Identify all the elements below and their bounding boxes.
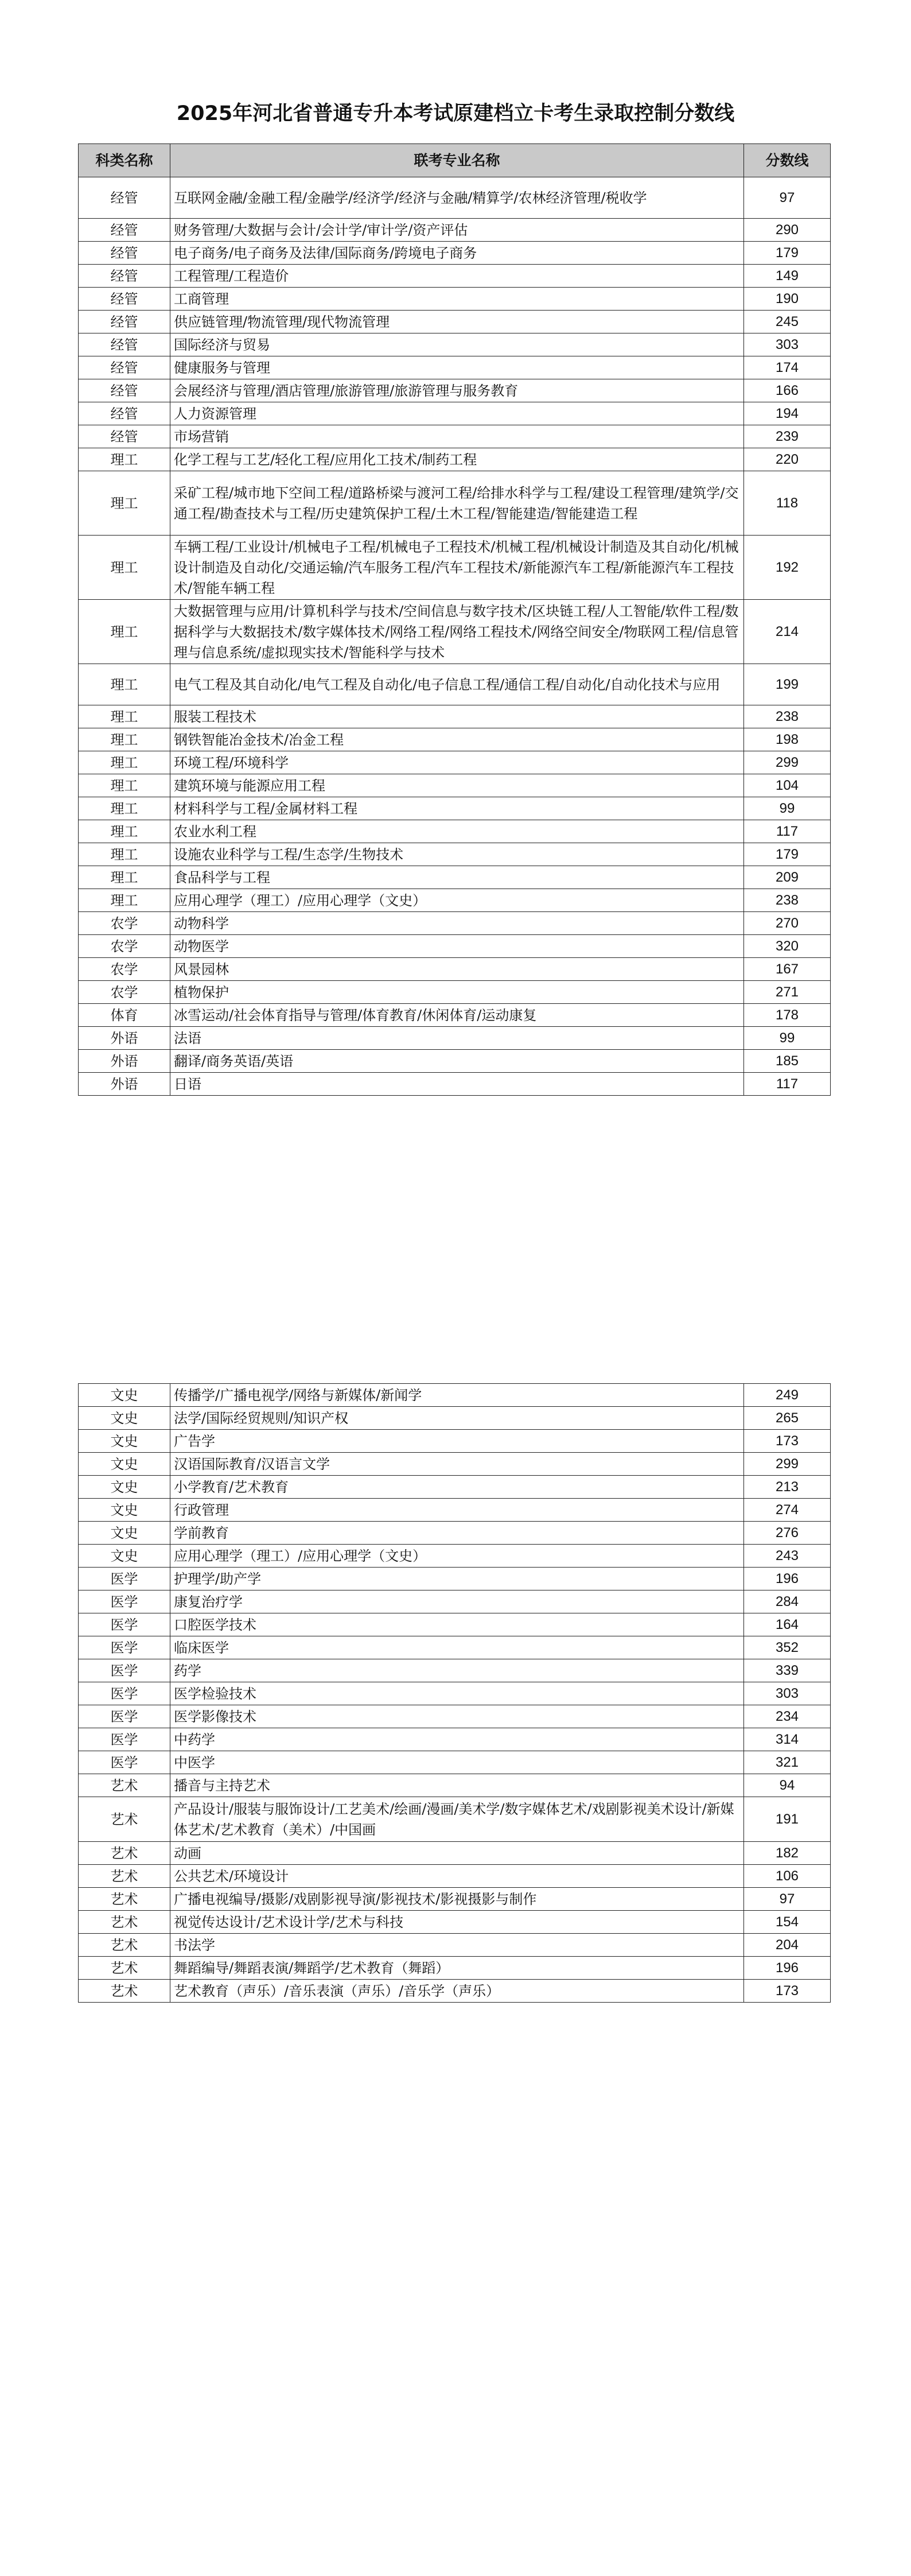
score-cell: 220 — [744, 448, 831, 471]
major-cell: 传播学/广播电视学/网络与新媒体/新闻学 — [170, 1384, 744, 1407]
table-row — [79, 751, 831, 774]
major-cell: 植物保护 — [170, 981, 744, 1004]
table-row — [79, 981, 831, 1004]
score-cell: 182 — [744, 1842, 831, 1865]
score-cell: 173 — [744, 1430, 831, 1453]
category-cell: 理工 — [79, 536, 170, 600]
category-cell: 艺术 — [79, 1842, 170, 1865]
score-cell: 118 — [744, 471, 831, 536]
header-category: 科类名称 — [79, 144, 170, 177]
major-cell: 舞蹈编导/舞蹈表演/舞蹈学/艺术教育（舞蹈） — [170, 1957, 744, 1980]
major-cell: 人力资源管理 — [170, 402, 744, 425]
major-cell: 汉语国际教育/汉语言文学 — [170, 1453, 744, 1476]
table-row — [79, 843, 831, 866]
table-row — [79, 1728, 831, 1751]
table-row — [79, 1384, 831, 1407]
score-cell: 321 — [744, 1751, 831, 1774]
score-cell: 106 — [744, 1865, 831, 1888]
score-cell: 299 — [744, 1453, 831, 1476]
table-body-2 — [79, 1384, 831, 2003]
score-cell: 97 — [744, 177, 831, 219]
header-major: 联考专业名称 — [170, 144, 744, 177]
major-cell: 设施农业科学与工程/生态学/生物技术 — [170, 843, 744, 866]
category-cell: 经管 — [79, 379, 170, 402]
major-cell: 风景园林 — [170, 958, 744, 981]
score-cell: 249 — [744, 1384, 831, 1407]
major-cell: 动画 — [170, 1842, 744, 1865]
score-cell: 194 — [744, 402, 831, 425]
major-cell: 财务管理/大数据与会计/会计学/审计学/资产评估 — [170, 219, 744, 242]
table-body-1 — [79, 177, 831, 1096]
category-cell: 经管 — [79, 356, 170, 379]
score-cell: 174 — [744, 356, 831, 379]
table-row — [79, 1430, 831, 1453]
table-row — [79, 1957, 831, 1980]
score-cell: 97 — [744, 1888, 831, 1911]
category-cell: 医学 — [79, 1728, 170, 1751]
major-cell: 材料科学与工程/金属材料工程 — [170, 797, 744, 820]
table-row — [79, 1888, 831, 1911]
category-cell: 理工 — [79, 751, 170, 774]
score-cell: 243 — [744, 1545, 831, 1568]
score-cell: 117 — [744, 820, 831, 843]
score-cell: 245 — [744, 311, 831, 333]
major-cell: 医学影像技术 — [170, 1705, 744, 1728]
category-cell: 艺术 — [79, 1934, 170, 1957]
major-cell: 翻译/商务英语/英语 — [170, 1050, 744, 1073]
category-cell: 经管 — [79, 333, 170, 356]
major-cell: 电子商务/电子商务及法律/国际商务/跨境电子商务 — [170, 242, 744, 265]
category-cell: 医学 — [79, 1636, 170, 1659]
score-cell: 303 — [744, 1682, 831, 1705]
score-cell: 238 — [744, 705, 831, 728]
category-cell: 理工 — [79, 843, 170, 866]
major-cell: 播音与主持艺术 — [170, 1774, 744, 1797]
table-row — [79, 866, 831, 889]
score-cell: 104 — [744, 774, 831, 797]
score-cell: 164 — [744, 1613, 831, 1636]
category-cell: 经管 — [79, 402, 170, 425]
category-cell: 艺术 — [79, 1957, 170, 1980]
score-table-2 — [78, 1383, 831, 2003]
major-cell: 工程管理/工程造价 — [170, 265, 744, 288]
category-cell: 医学 — [79, 1682, 170, 1705]
category-cell: 经管 — [79, 242, 170, 265]
major-cell: 艺术教育（声乐）/音乐表演（声乐）/音乐学（声乐） — [170, 1980, 744, 2003]
major-cell: 中药学 — [170, 1728, 744, 1751]
major-cell: 药学 — [170, 1659, 744, 1682]
score-cell: 234 — [744, 1705, 831, 1728]
table-row — [79, 1934, 831, 1957]
category-cell: 医学 — [79, 1659, 170, 1682]
table-row — [79, 1407, 831, 1430]
category-cell: 文史 — [79, 1384, 170, 1407]
score-cell: 198 — [744, 728, 831, 751]
score-cell: 270 — [744, 912, 831, 935]
table-row — [79, 1636, 831, 1659]
table-row — [79, 1705, 831, 1728]
major-cell: 法学/国际经贸规则/知识产权 — [170, 1407, 744, 1430]
table-row — [79, 912, 831, 935]
table-row — [79, 1980, 831, 2003]
category-cell: 外语 — [79, 1050, 170, 1073]
major-cell: 农业水利工程 — [170, 820, 744, 843]
score-cell: 185 — [744, 1050, 831, 1073]
score-cell: 154 — [744, 1911, 831, 1934]
table-row — [79, 1865, 831, 1888]
category-cell: 理工 — [79, 600, 170, 664]
category-cell: 农学 — [79, 912, 170, 935]
score-table-1 — [78, 143, 831, 1096]
table-row — [79, 935, 831, 958]
score-cell: 94 — [744, 1774, 831, 1797]
major-cell: 护理学/助产学 — [170, 1568, 744, 1590]
major-cell: 产品设计/服装与服饰设计/工艺美术/绘画/漫画/美术学/数字媒体艺术/戏剧影视美术设计/新媒体艺术/艺术教育（美术）/中国画 — [170, 1797, 744, 1842]
major-cell: 环境工程/环境科学 — [170, 751, 744, 774]
table-row — [79, 600, 831, 664]
table-row — [79, 311, 831, 333]
table-row — [79, 728, 831, 751]
score-cell: 99 — [744, 1027, 831, 1050]
score-cell: 209 — [744, 866, 831, 889]
major-cell: 健康服务与管理 — [170, 356, 744, 379]
category-cell: 理工 — [79, 728, 170, 751]
table-row — [79, 242, 831, 265]
category-cell: 医学 — [79, 1568, 170, 1590]
category-cell: 外语 — [79, 1073, 170, 1096]
score-cell: 196 — [744, 1568, 831, 1590]
score-cell: 271 — [744, 981, 831, 1004]
category-cell: 农学 — [79, 958, 170, 981]
score-cell: 199 — [744, 664, 831, 705]
table-row — [79, 664, 831, 705]
table-row — [79, 1590, 831, 1613]
major-cell: 市场营销 — [170, 425, 744, 448]
major-cell: 书法学 — [170, 1934, 744, 1957]
category-cell: 理工 — [79, 820, 170, 843]
score-cell: 339 — [744, 1659, 831, 1682]
table-row — [79, 177, 831, 219]
major-cell: 视觉传达设计/艺术设计学/艺术与科技 — [170, 1911, 744, 1934]
table-row — [79, 1050, 831, 1073]
major-cell: 化学工程与工艺/轻化工程/应用化工技术/制药工程 — [170, 448, 744, 471]
major-cell: 医学检验技术 — [170, 1682, 744, 1705]
major-cell: 日语 — [170, 1073, 744, 1096]
category-cell: 外语 — [79, 1027, 170, 1050]
score-cell: 352 — [744, 1636, 831, 1659]
major-cell: 康复治疗学 — [170, 1590, 744, 1613]
category-cell: 经管 — [79, 265, 170, 288]
category-cell: 文史 — [79, 1522, 170, 1545]
table-row — [79, 774, 831, 797]
category-cell: 文史 — [79, 1407, 170, 1430]
major-cell: 大数据管理与应用/计算机科学与技术/空间信息与数字技术/区块链工程/人工智能/软件工程/数据科学与大数据技术/数字媒体技术/网络工程/网络工程技术/网络空间安全/物联网工程/信息管理与信息系统/虚拟现实技术/智能科学与技术 — [170, 600, 744, 664]
category-cell: 经管 — [79, 177, 170, 219]
category-cell: 经管 — [79, 425, 170, 448]
major-cell: 临床医学 — [170, 1636, 744, 1659]
table-row — [79, 402, 831, 425]
score-cell: 178 — [744, 1004, 831, 1027]
category-cell: 文史 — [79, 1499, 170, 1522]
category-cell: 经管 — [79, 219, 170, 242]
score-cell: 238 — [744, 889, 831, 912]
major-cell: 学前教育 — [170, 1522, 744, 1545]
score-cell: 179 — [744, 843, 831, 866]
category-cell: 体育 — [79, 1004, 170, 1027]
category-cell: 艺术 — [79, 1980, 170, 2003]
major-cell: 电气工程及其自动化/电气工程及自动化/电子信息工程/通信工程/自动化/自动化技术与应用 — [170, 664, 744, 705]
score-cell: 191 — [744, 1797, 831, 1842]
major-cell: 冰雪运动/社会体育指导与管理/体育教育/休闲体育/运动康复 — [170, 1004, 744, 1027]
table-row — [79, 1027, 831, 1050]
table-row — [79, 1476, 831, 1499]
score-cell: 265 — [744, 1407, 831, 1430]
table-row — [79, 1797, 831, 1842]
table-row — [79, 820, 831, 843]
category-cell: 医学 — [79, 1751, 170, 1774]
major-cell: 国际经济与贸易 — [170, 333, 744, 356]
category-cell: 医学 — [79, 1590, 170, 1613]
table-row — [79, 1911, 831, 1934]
major-cell: 动物医学 — [170, 935, 744, 958]
major-cell: 广告学 — [170, 1430, 744, 1453]
category-cell: 艺术 — [79, 1774, 170, 1797]
major-cell: 中医学 — [170, 1751, 744, 1774]
score-cell: 213 — [744, 1476, 831, 1499]
major-cell: 车辆工程/工业设计/机械电子工程/机械电子工程技术/机械工程/机械设计制造及其自动化/机械设计制造及自动化/交通运输/汽车服务工程/汽车工程技术/新能源汽车工程/新能源汽车工程技术/智能车辆工程 — [170, 536, 744, 600]
table-row — [79, 425, 831, 448]
category-cell: 经管 — [79, 311, 170, 333]
major-cell: 小学教育/艺术教育 — [170, 1476, 744, 1499]
category-cell: 艺术 — [79, 1911, 170, 1934]
table-row — [79, 1613, 831, 1636]
score-cell: 239 — [744, 425, 831, 448]
category-cell: 经管 — [79, 288, 170, 311]
score-cell: 166 — [744, 379, 831, 402]
score-cell: 204 — [744, 1934, 831, 1957]
header-score: 分数线 — [744, 144, 831, 177]
table-row — [79, 1004, 831, 1027]
category-cell: 医学 — [79, 1613, 170, 1636]
score-cell: 167 — [744, 958, 831, 981]
major-cell: 应用心理学（理工）/应用心理学（文史） — [170, 889, 744, 912]
category-cell: 农学 — [79, 981, 170, 1004]
category-cell: 艺术 — [79, 1865, 170, 1888]
major-cell: 应用心理学（理工）/应用心理学（文史） — [170, 1545, 744, 1568]
major-cell: 会展经济与管理/酒店管理/旅游管理/旅游管理与服务教育 — [170, 379, 744, 402]
category-cell: 理工 — [79, 866, 170, 889]
score-cell: 276 — [744, 1522, 831, 1545]
table-row — [79, 889, 831, 912]
category-cell: 文史 — [79, 1545, 170, 1568]
score-cell: 214 — [744, 600, 831, 664]
table-header-row — [79, 144, 831, 177]
table-row — [79, 705, 831, 728]
category-cell: 文史 — [79, 1430, 170, 1453]
table-row — [79, 958, 831, 981]
score-cell: 196 — [744, 1957, 831, 1980]
table-row — [79, 1842, 831, 1865]
table-row — [79, 333, 831, 356]
table-row — [79, 1568, 831, 1590]
score-cell: 299 — [744, 751, 831, 774]
category-cell: 理工 — [79, 471, 170, 536]
score-cell: 149 — [744, 265, 831, 288]
major-cell: 供应链管理/物流管理/现代物流管理 — [170, 311, 744, 333]
score-cell: 314 — [744, 1728, 831, 1751]
major-cell: 建筑环境与能源应用工程 — [170, 774, 744, 797]
score-cell: 117 — [744, 1073, 831, 1096]
table-row — [79, 536, 831, 600]
table-row — [79, 1682, 831, 1705]
table-row — [79, 1545, 831, 1568]
category-cell: 理工 — [79, 448, 170, 471]
category-cell: 文史 — [79, 1476, 170, 1499]
major-cell: 服装工程技术 — [170, 705, 744, 728]
score-cell: 99 — [744, 797, 831, 820]
major-cell: 互联网金融/金融工程/金融学/经济学/经济与金融/精算学/农林经济管理/税收学 — [170, 177, 744, 219]
table-row — [79, 797, 831, 820]
major-cell: 食品科学与工程 — [170, 866, 744, 889]
category-cell: 理工 — [79, 664, 170, 705]
category-cell: 医学 — [79, 1705, 170, 1728]
category-cell: 艺术 — [79, 1888, 170, 1911]
score-cell: 284 — [744, 1590, 831, 1613]
table-row — [79, 1073, 831, 1096]
score-cell: 179 — [744, 242, 831, 265]
major-cell: 法语 — [170, 1027, 744, 1050]
score-cell: 274 — [744, 1499, 831, 1522]
major-cell: 广播电视编导/摄影/戏剧影视导演/影视技术/影视摄影与制作 — [170, 1888, 744, 1911]
table-row — [79, 356, 831, 379]
table-row — [79, 288, 831, 311]
table-row — [79, 1774, 831, 1797]
page-title: 2025年河北省普通专升本考试原建档立卡考生录取控制分数线 — [176, 102, 735, 125]
table-row — [79, 1751, 831, 1774]
table-row — [79, 1659, 831, 1682]
table-row — [79, 219, 831, 242]
table-row — [79, 1499, 831, 1522]
major-cell: 行政管理 — [170, 1499, 744, 1522]
table-row — [79, 265, 831, 288]
major-cell: 采矿工程/城市地下空间工程/道路桥梁与渡河工程/给排水科学与工程/建设工程管理/建筑学/交通工程/勘查技术与工程/历史建筑保护工程/土木工程/智能建造/智能建造工程 — [170, 471, 744, 536]
score-cell: 192 — [744, 536, 831, 600]
category-cell: 理工 — [79, 889, 170, 912]
category-cell: 理工 — [79, 705, 170, 728]
table-row — [79, 1522, 831, 1545]
major-cell: 口腔医学技术 — [170, 1613, 744, 1636]
category-cell: 文史 — [79, 1453, 170, 1476]
category-cell: 农学 — [79, 935, 170, 958]
score-cell: 173 — [744, 1980, 831, 2003]
category-cell: 理工 — [79, 774, 170, 797]
major-cell: 工商管理 — [170, 288, 744, 311]
table-row — [79, 1453, 831, 1476]
score-cell: 190 — [744, 288, 831, 311]
major-cell: 钢铁智能冶金技术/冶金工程 — [170, 728, 744, 751]
table-row — [79, 471, 831, 536]
score-cell: 320 — [744, 935, 831, 958]
category-cell: 艺术 — [79, 1797, 170, 1842]
table-row — [79, 448, 831, 471]
major-cell: 公共艺术/环境设计 — [170, 1865, 744, 1888]
category-cell: 理工 — [79, 797, 170, 820]
major-cell: 动物科学 — [170, 912, 744, 935]
table-row — [79, 379, 831, 402]
score-cell: 303 — [744, 333, 831, 356]
score-cell: 290 — [744, 219, 831, 242]
